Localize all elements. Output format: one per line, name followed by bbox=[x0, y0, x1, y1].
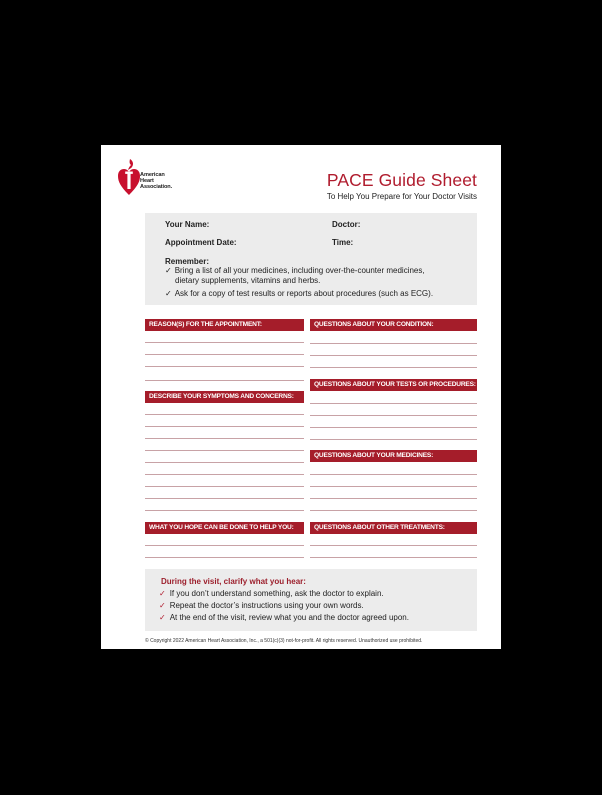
write-line[interactable] bbox=[145, 438, 304, 439]
write-line[interactable] bbox=[145, 498, 304, 499]
write-line[interactable] bbox=[145, 342, 304, 343]
checkmark-icon: ✓ bbox=[165, 266, 172, 275]
checkmark-icon: ✓ bbox=[159, 589, 166, 598]
clarify-item-text: If you don’t understand something, ask the doctor to explain. bbox=[169, 589, 384, 598]
remember-item-1-cont: dietary supplements, vitamins and herbs. bbox=[175, 276, 321, 285]
copyright-notice: © Copyright 2022 American Heart Association, Inc., a 501(c)(3) not-for-profit. All rights reserved. Unauthorized use prohibited. bbox=[145, 638, 423, 644]
write-line[interactable] bbox=[145, 414, 304, 415]
write-line[interactable] bbox=[310, 403, 477, 404]
logo-line-2: Heart bbox=[140, 178, 154, 184]
write-line[interactable] bbox=[145, 462, 304, 463]
write-line[interactable] bbox=[145, 366, 304, 367]
logo-line-1: American bbox=[140, 172, 165, 178]
clarify-heading: During the visit, clarify what you hear: bbox=[161, 577, 306, 586]
logo-wordmark bbox=[140, 172, 172, 190]
checkmark-icon: ✓ bbox=[159, 613, 166, 622]
write-line[interactable] bbox=[145, 450, 304, 451]
section-condition-header: QUESTIONS ABOUT YOUR CONDITION: bbox=[310, 319, 477, 331]
time-label: Time: bbox=[332, 238, 354, 247]
write-line[interactable] bbox=[145, 380, 304, 381]
clarify-item-3 bbox=[159, 613, 409, 622]
write-line[interactable] bbox=[310, 415, 477, 416]
write-line[interactable] bbox=[145, 426, 304, 427]
write-line[interactable] bbox=[145, 545, 304, 546]
write-line[interactable] bbox=[310, 510, 477, 511]
remember-item-1-line-1: Bring a list of all your medicines, including over-the-counter medicines, bbox=[174, 266, 425, 275]
doctor-label: Doctor: bbox=[332, 220, 361, 229]
write-line[interactable] bbox=[310, 367, 477, 368]
write-line[interactable] bbox=[310, 355, 477, 356]
write-line[interactable] bbox=[310, 343, 477, 344]
remember-item-2-line-1: Ask for a copy of test results or reports about procedures (such as ECG). bbox=[174, 289, 434, 298]
clarify-item-1 bbox=[159, 589, 384, 598]
remember-item-1 bbox=[165, 266, 425, 276]
your-name-label: Your Name: bbox=[165, 220, 210, 229]
write-line[interactable] bbox=[310, 427, 477, 428]
appointment-date-label: Appointment Date: bbox=[165, 238, 237, 247]
aha-logo bbox=[117, 157, 197, 197]
section-hope-header: WHAT YOU HOPE CAN BE DONE TO HELP YOU: bbox=[145, 522, 304, 534]
clarify-item-text: Repeat the doctor’s instructions using your own words. bbox=[169, 601, 364, 610]
section-tests-header: QUESTIONS ABOUT YOUR TESTS OR PROCEDURES: bbox=[310, 379, 477, 391]
write-line[interactable] bbox=[310, 545, 477, 546]
section-treatments-header: QUESTIONS ABOUT OTHER TREATMENTS: bbox=[310, 522, 477, 534]
clarify-box bbox=[145, 569, 477, 631]
write-line[interactable] bbox=[145, 486, 304, 487]
remember-label: Remember: bbox=[165, 257, 210, 266]
write-line[interactable] bbox=[310, 439, 477, 440]
checkmark-icon: ✓ bbox=[159, 601, 166, 610]
write-line[interactable] bbox=[310, 486, 477, 487]
clarify-item-2 bbox=[159, 601, 364, 610]
logo-line-3: Association. bbox=[140, 184, 173, 190]
remember-item-2 bbox=[165, 289, 433, 299]
write-line[interactable] bbox=[310, 498, 477, 499]
heart-torch-icon bbox=[117, 157, 141, 197]
write-line[interactable] bbox=[145, 510, 304, 511]
write-line[interactable] bbox=[310, 474, 477, 475]
clarify-item-text: At the end of the visit, review what you and the doctor agreed upon. bbox=[169, 613, 409, 622]
write-line[interactable] bbox=[145, 557, 304, 558]
write-line[interactable] bbox=[145, 354, 304, 355]
pace-guide-sheet bbox=[101, 145, 501, 649]
page-title: PACE Guide Sheet bbox=[326, 170, 477, 190]
page-subtitle: To Help You Prepare for Your Doctor Visits bbox=[326, 192, 477, 201]
checkmark-icon: ✓ bbox=[165, 289, 172, 298]
section-medicines-header: QUESTIONS ABOUT YOUR MEDICINES: bbox=[310, 450, 477, 462]
section-reasons-header: REASON(S) FOR THE APPOINTMENT: bbox=[145, 319, 304, 331]
section-symptoms-header: DESCRIBE YOUR SYMPTOMS AND CONCERNS: bbox=[145, 391, 304, 403]
write-line[interactable] bbox=[310, 557, 477, 558]
write-line[interactable] bbox=[145, 474, 304, 475]
info-box bbox=[145, 213, 477, 305]
